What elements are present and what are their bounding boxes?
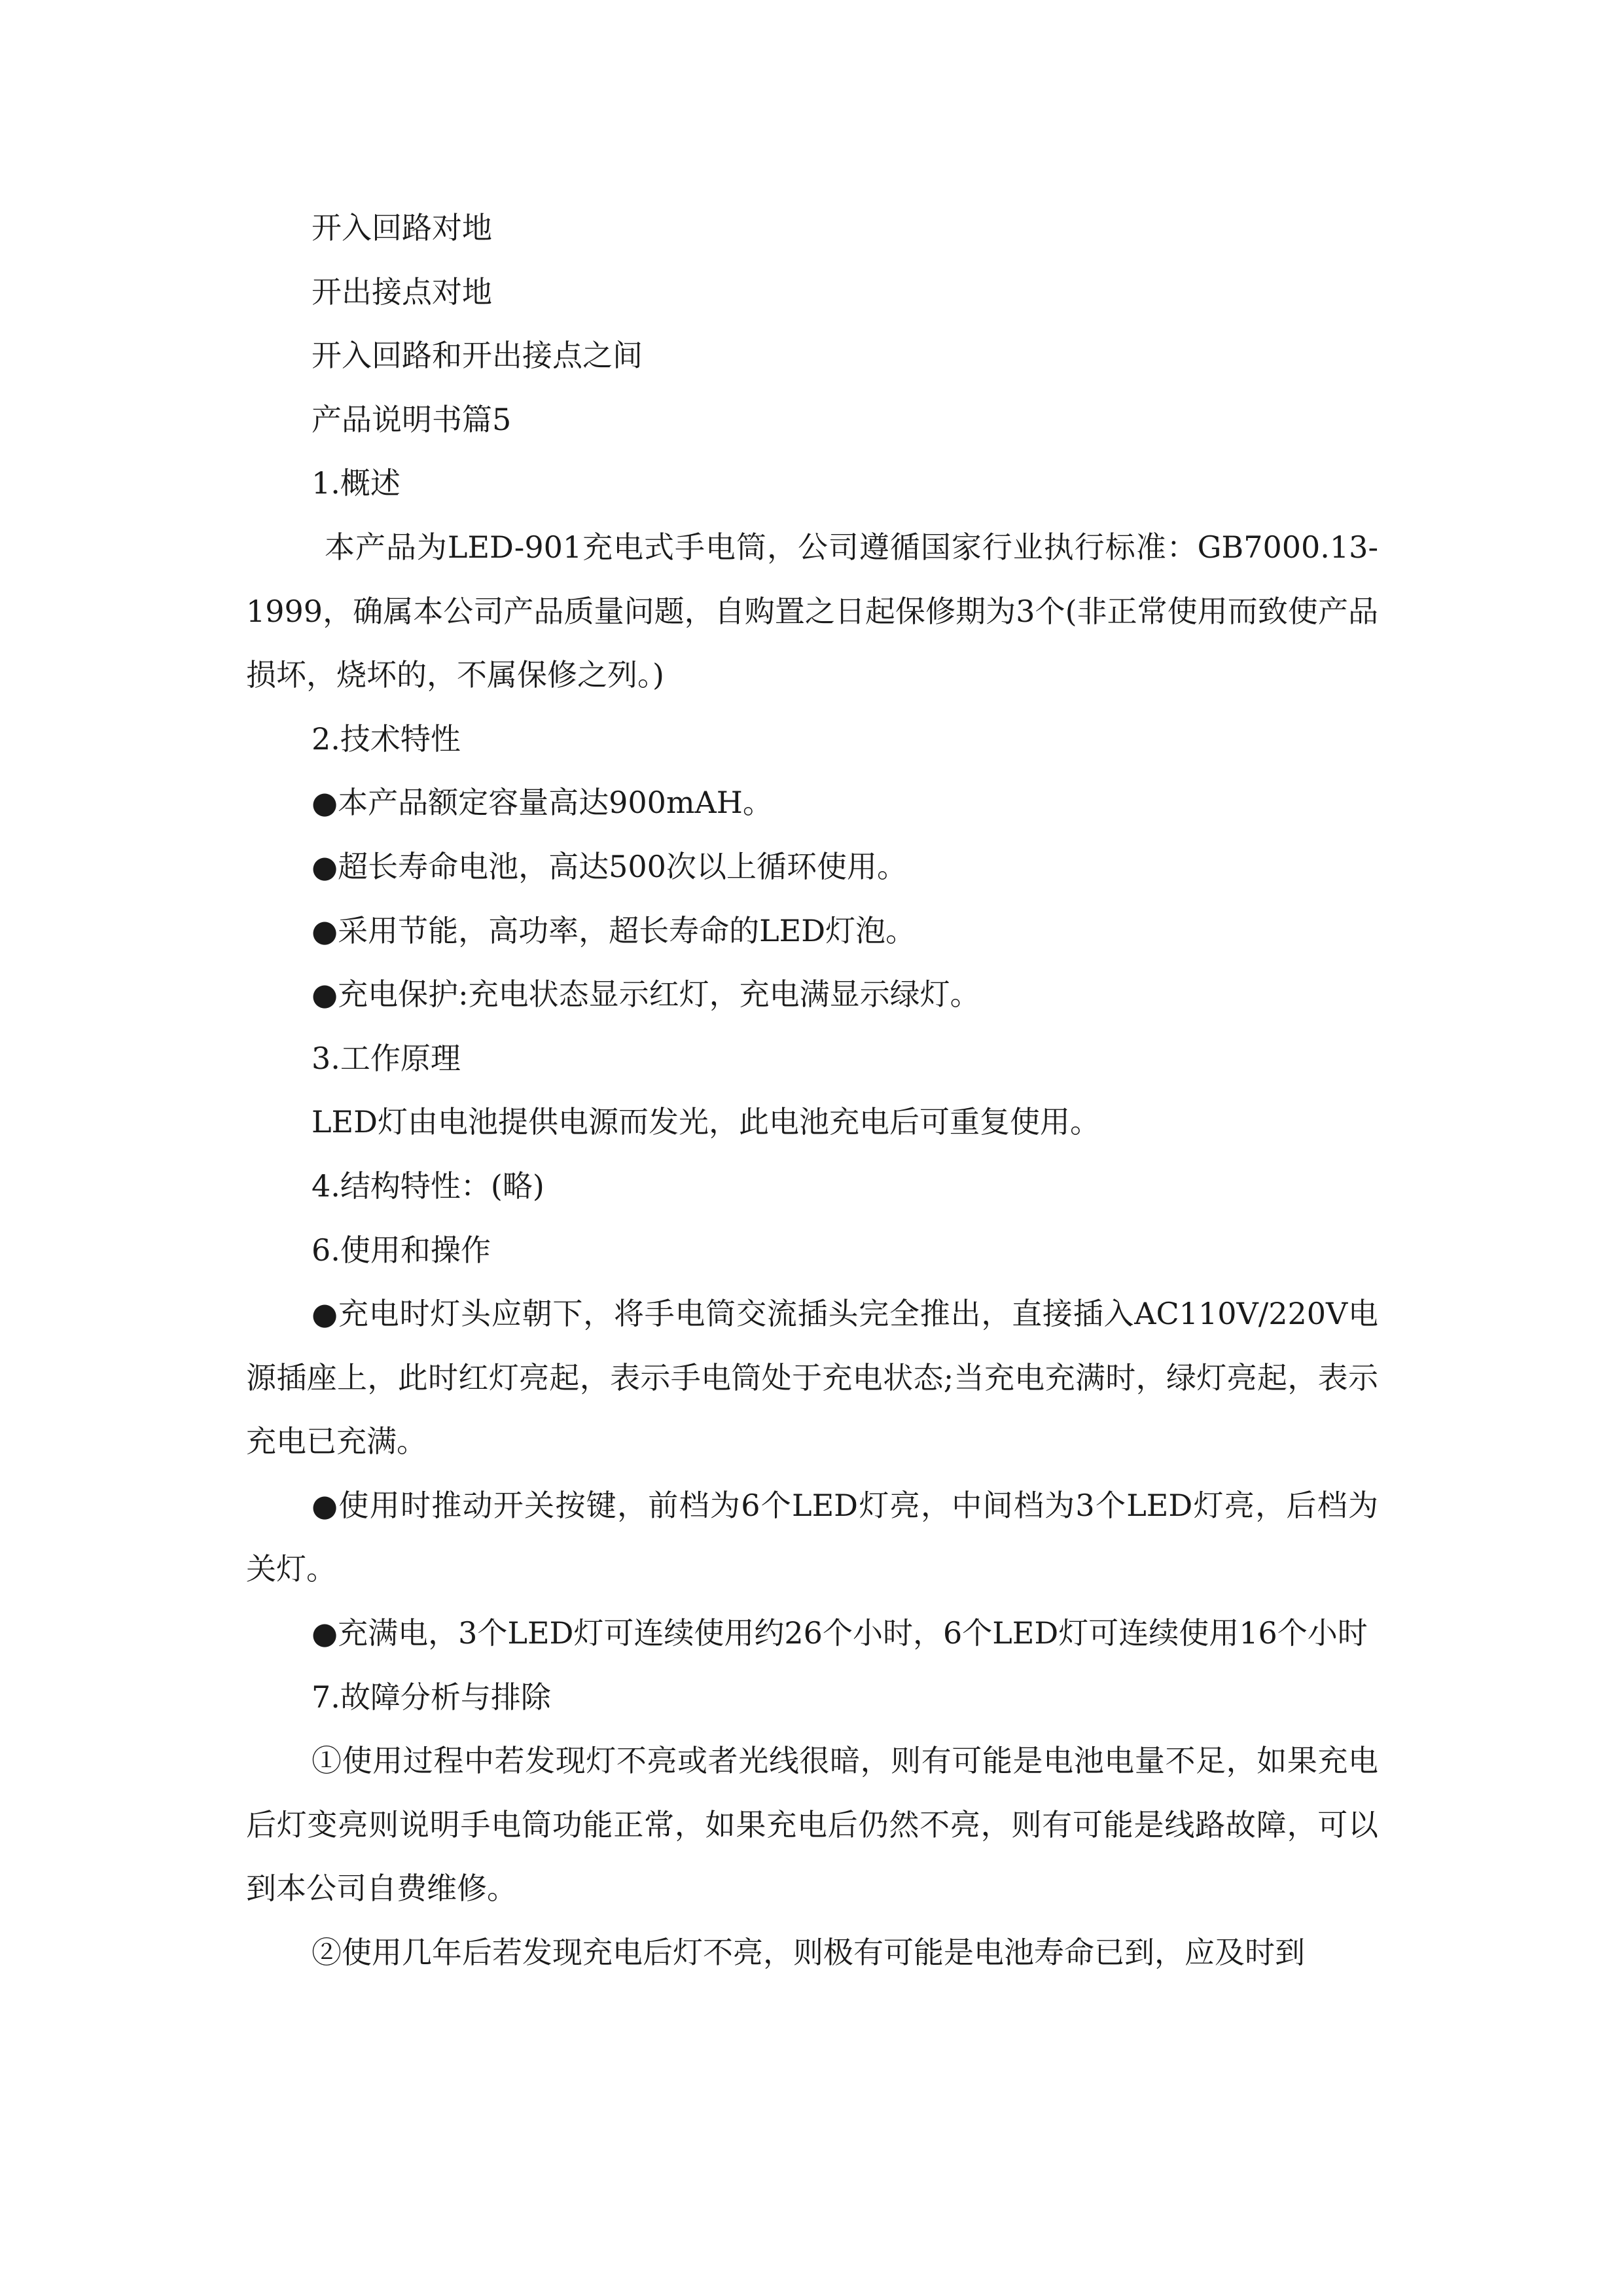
principle-text: LED灯由电池提供电源而发光，此电池充电后可重复使用。 — [312, 1104, 1101, 1140]
document-body — [246, 196, 1378, 1985]
feature-item: ●充电保护:充电状态显示红灯，充电满显示绿灯。 — [312, 977, 980, 1013]
section-heading: 3.工作原理 — [312, 1040, 461, 1076]
usage-paragraph: ●充电时灯头应朝下，将手电筒交流插头完全推出，直接插入AC110V/220V电源插座上，此时红灯亮起，表示手电筒处于充电状态;当充电充满时，绿灯亮起，表示充电已充满。 — [246, 1296, 1378, 1460]
text-line: 开出接点对地 — [312, 274, 492, 310]
feature-item: ●采用节能，高功率，超长寿命的LED灯泡。 — [312, 912, 916, 948]
usage-paragraph: ●使用时推动开关按键，前档为6个LED灯亮，中间档为3个LED灯亮，后档为关灯。 — [246, 1487, 1378, 1587]
usage-paragraph: ●充满电，3个LED灯可连续使用约26个小时，6个LED灯可连续使用16个小时 — [312, 1615, 1368, 1651]
section-heading: 1.概述 — [312, 465, 401, 501]
section-heading: 7.故障分析与排除 — [312, 1679, 551, 1715]
feature-item: ●超长寿命电池，高达500次以上循环使用。 — [312, 848, 907, 884]
text-line: 开入回路对地 — [312, 210, 492, 245]
section-heading: 2.技术特性 — [312, 721, 461, 757]
text-line: 开入回路和开出接点之间 — [312, 338, 643, 374]
fault-paragraph: ①使用过程中若发现灯不亮或者光线很暗，则有可能是电池电量不足，如果充电后灯变亮则说明手电筒功能正常，如果充电后仍然不亮，则有可能是线路故障，可以到本公司自费维修。 — [246, 1743, 1378, 1907]
feature-item: ●本产品额定容量高达900mAH。 — [312, 785, 773, 821]
section-heading: 4.结构特性：(略) — [312, 1168, 544, 1204]
fault-paragraph: ②使用几年后若发现充电后灯不亮，则极有可能是电池寿命已到，应及时到 — [312, 1935, 1305, 1971]
overview-paragraph: 本产品为LED-901充电式手电筒，公司遵循国家行业执行标准：GB7000.13-1999，确属本公司产品质量问题，自购置之日起保修期为3个(非正常使用而致使产品损坏，烧坏的，不属保修之列。) — [246, 529, 1378, 693]
section-title: 产品说明书篇5 — [312, 401, 512, 437]
section-heading: 6.使用和操作 — [312, 1232, 491, 1268]
